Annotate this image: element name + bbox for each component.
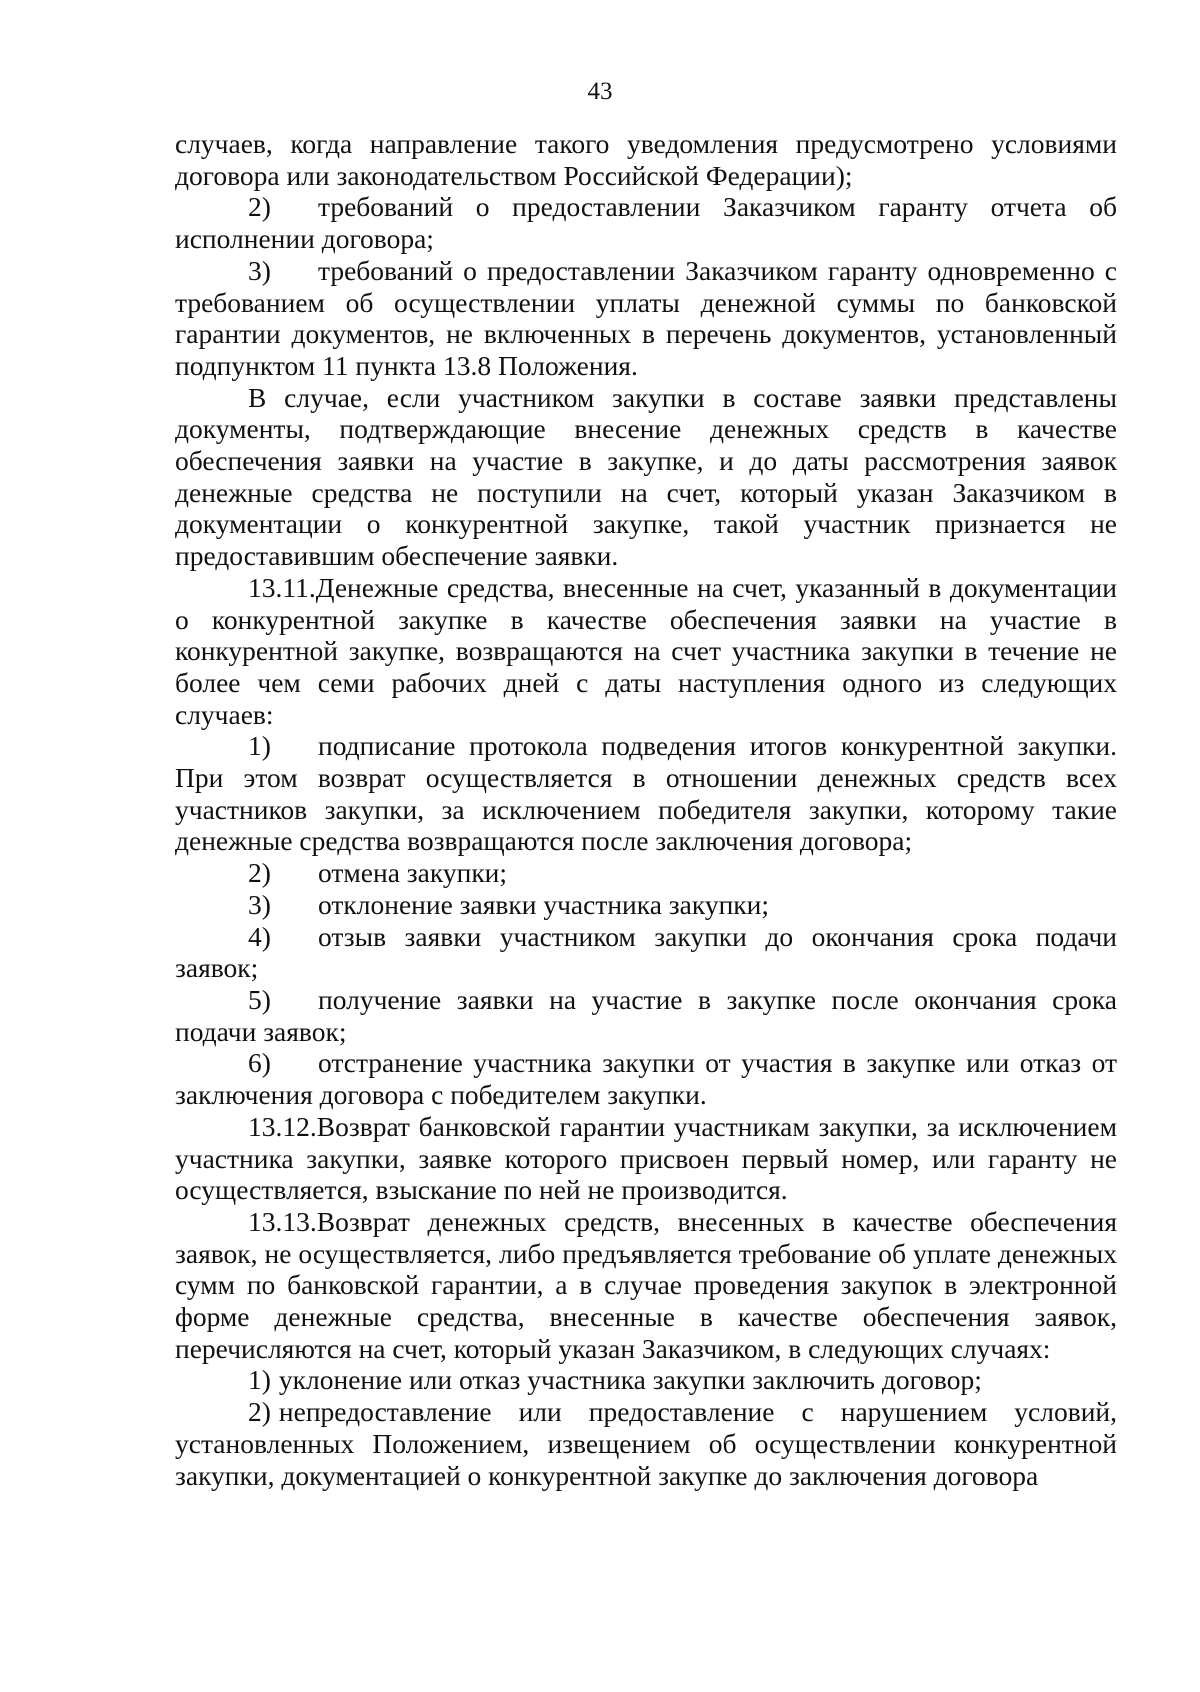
list-item-text: отстранение участника закупки от участия в закупке или отказ от заключения договора с победителем закупки. xyxy=(175,1047,1117,1111)
list-item xyxy=(175,1396,1117,1491)
list-item xyxy=(175,255,1117,382)
list-item xyxy=(175,1047,1117,1110)
list-item xyxy=(175,921,1117,984)
list-item-text: подписание протокола подведения итогов конкурентной закупки. При этом возврат осуществляется в отношении денежных средств всех участников закупки, за исключением победителя закупки, которому такие денежные средства возвращаются после заключения договора; xyxy=(175,730,1117,857)
paragraph-13-11: 13.11.Денежные средства, внесенные на счет, указанный в документации о конкурентной закупке в качестве обеспечения заявки на участие в конкурентной закупке, возвращаются на счет участника закупки в течение не более чем семи рабочих дней с даты наступления одного из следующих случаев: xyxy=(175,571,1117,730)
list-item-text: непредоставление или предоставление с нарушением условий, установленных Положением, извещением об осуществлении конкурентной закупки, документацией о конкурентной закупке до заключения договора xyxy=(175,1396,1117,1491)
list-item-number: 6) xyxy=(248,1047,271,1079)
document-body xyxy=(175,128,1117,1491)
paragraph-13-12: 13.12.Возврат банковской гарантии участникам закупки, за исключением участника закупки, заявке которого присвоен первый номер, или гаранту не осуществляется, взыскание по ней не производится. xyxy=(175,1110,1117,1206)
list-item-number: 2) xyxy=(248,857,271,889)
list-item-text: отзыв заявки участником закупки до окончания срока подачи заявок; xyxy=(175,920,1117,984)
paragraph-continuation: случаев, когда направление такого уведомления предусмотрено условиями договора или законодательством Российской Федерации); xyxy=(175,128,1117,191)
list-item-text: требований о предоставлении Заказчиком гаранту одновременно с требованием об осуществлении уплаты денежной суммы по банковской гарантии документов, не включенных в перечень документов, установленный подпунктом 11 пункта 13.8 Положения. xyxy=(175,254,1117,381)
list-item xyxy=(175,730,1117,857)
list-item-number: 2) xyxy=(248,1396,271,1428)
list-item-text: отклонение заявки участника закупки; xyxy=(318,888,770,920)
list-item-number: 3) xyxy=(248,254,271,286)
list-item-number: 4) xyxy=(248,920,271,952)
list-item xyxy=(175,889,1117,921)
list-item-number: 1) xyxy=(248,1364,271,1396)
list-item-text: требований о предоставлении Заказчиком гаранту отчета об исполнении договора; xyxy=(175,191,1117,255)
list-item-number: 5) xyxy=(248,983,271,1015)
list-item-number: 3) xyxy=(248,888,271,920)
list-item-text: уклонение или отказ участника закупки заключить договор; xyxy=(278,1364,982,1396)
list-item-text: отмена закупки; xyxy=(318,857,508,889)
list-item xyxy=(175,857,1117,889)
list-item xyxy=(175,984,1117,1047)
list-item xyxy=(175,191,1117,254)
paragraph-13-13: 13.13.Возврат денежных средств, внесенных в качестве обеспечения заявок, не осуществляется, либо предъявляется требование об уплате денежных сумм по банковской гарантии, а в случае проведения закупок в электронной форме денежные средства, внесенные в качестве обеспечения заявок, перечисляются на счет, который указан Заказчиком, в следующих случаях: xyxy=(175,1205,1117,1364)
list-item xyxy=(175,1364,1117,1396)
list-item-text: получение заявки на участие в закупке после окончания срока подачи заявок; xyxy=(175,983,1117,1047)
list-item-number: 1) xyxy=(248,730,271,762)
page-number: 43 xyxy=(587,78,613,105)
list-item-number: 2) xyxy=(248,191,271,223)
paragraph: В случае, если участником закупки в составе заявки представлены документы, подтверждающие внесение денежных средств в качестве обеспечения заявки на участие в закупке, и до даты рассмотрения заявок денежные средства не поступили на счет, который указан Заказчиком в документации о конкурентной закупке, такой участник признается не предоставившим обеспечение заявки. xyxy=(175,381,1117,572)
